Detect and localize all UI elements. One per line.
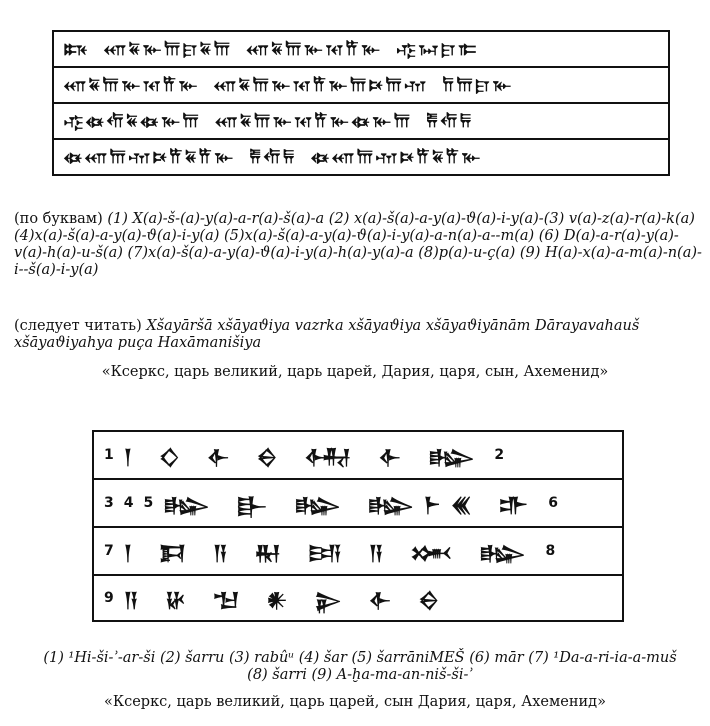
op-transliteration-text: (1) X(a)-š-(a)-y(a)-a-r(a)-š(a)-a (2) x(a)-š(a)-a-y(a)-ϑ(a)-i-y(a)-(3) v(a)-z(a)-r(a)-k(a) (4)x(a)-š(a)-a-y(a)-ϑ(a)-i-y(a) (5)x(a)-š(a)-a-y(a)-ϑ(a)-i-y(a)-a-n(a)-a--m(a) (6) D(a)-a-r(a)-y(a)-v(a)-h(a)-u-š(a) (7)x(a)-š(a)-a-y(a)-ϑ(a)-i-y(a)-h(a)-y(a)-a (8)p(a)-u-ç(a) (9) H(a)-x(a)-a-m(a)-n(a)-i--š(a)-i-y(a) <box>14 211 702 278</box>
op-row-2 <box>54 68 668 104</box>
op-row-1 <box>54 32 668 68</box>
ak-row-4 <box>94 576 622 620</box>
line-number: 6 <box>548 495 558 511</box>
op-transliteration-prefix: (по буквам) <box>14 211 103 227</box>
ak-row-2 <box>94 480 622 528</box>
line-number: 4 <box>123 495 134 511</box>
line-number: 7 <box>104 543 114 559</box>
line-number: 8 <box>545 543 556 559</box>
ak-transliteration: (1) ¹Hi-ši-ʾ-ar-ši (2) šarru (3) rabûᵘ (4) šar (5) šarrāniMEŠ (6) mār (7) ¹Da-a-ri-ia-a-muš (8) šarri (9) A-ḫa-ma-an-niš-ši-ʾ <box>43 650 677 683</box>
ak-translation: «Ксеркс, царь великий, царь царей, сын Дария, царя, Ахеменид» <box>104 694 606 710</box>
op-reading-text: Xšayāršā xšāyaϑiya vazrka xšāyaϑiya xšāyaϑiyānām Dārayavahauš xšāyaϑiyahya puça Haxāmanišiya <box>14 318 640 351</box>
ak-glyphs: 𒁹 𒁕 𒀀 𒊑 𒅀 𒀀 𒈲 𒈗 <box>123 541 536 565</box>
line-number: 9 <box>104 590 114 606</box>
op-glyphs: 𐏈 𐎧𐏁𐎹𐎠𐎼𐏁𐎠 𐎧𐏁𐎠𐎹𐎰𐎡𐎹 𐎺𐏀𐎼𐎣 <box>64 38 480 60</box>
ak-glyphs: 𒁹 𒄭 𒅆 𒀪 𒅈 𒅆 𒈗 <box>123 445 485 469</box>
ak-glyphs: 𒀀 𒄩 𒈠 𒀭 𒉌 𒅆 𒀪 <box>123 588 449 612</box>
op-reading <box>14 318 704 352</box>
op-row-4 <box>54 140 668 174</box>
op-glyphs: 𐎺𐏃𐎢𐏁𐏃𐎹𐎠 𐎧𐏁𐎠𐎹𐎰𐎡𐎹𐏃𐎹𐎠 𐎱𐎢𐏂 <box>64 110 475 132</box>
old-persian-inscription <box>52 30 670 176</box>
ak-row-1 <box>94 432 622 480</box>
ak-glyphs: 𒈗 𒃲 𒈗 𒈗𒈨𒌍 𒈥 <box>163 493 539 517</box>
op-reading-prefix: (следует читать) <box>14 318 142 334</box>
line-number: 3 <box>104 495 114 511</box>
ak-row-3 <box>94 528 622 576</box>
op-translation: «Ксеркс, царь великий, царь царей, Дария, царя, сын, Ахеменид» <box>101 364 609 380</box>
op-glyphs: 𐎧𐏁𐎠𐎹𐎰𐎡𐎹 𐎧𐏁𐎠𐎹𐎰𐎡𐎹𐎠𐎴𐎠𐎶 𐎭𐎠𐎼𐎹 <box>64 74 514 96</box>
op-row-3 <box>54 104 668 140</box>
line-number: 5 <box>143 495 154 511</box>
op-glyphs: 𐏃𐎧𐎠𐎶𐎴𐎡𐏁𐎡𐎹 𐎱𐎢𐏂 𐏃𐎧𐎠𐎶𐎴𐎡𐏁𐎡𐎹 <box>64 146 484 168</box>
line-number: 2 <box>494 447 505 463</box>
akkadian-inscription <box>92 430 624 622</box>
line-number: 1 <box>104 447 114 463</box>
op-transliteration <box>14 211 704 279</box>
